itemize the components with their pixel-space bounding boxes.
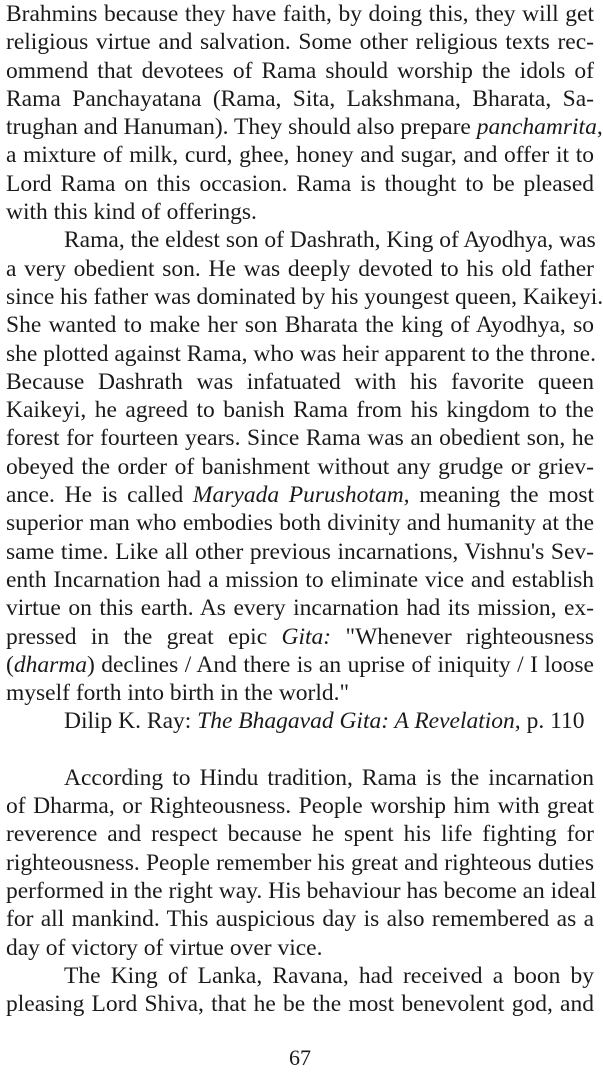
- text-line: pleasing Lord Shiva, that he be the most benevolent god, and: [6, 991, 594, 1018]
- text-line: religious virtue and salvation. Some other religious texts rec-: [6, 29, 594, 56]
- paragraph-2: [6, 226, 603, 707]
- citation-title: The Bhagavad Gita: A Revelation,: [197, 708, 521, 735]
- citation: [6, 707, 594, 735]
- text-line: She wanted to make her son Bharata the king of Ayodhya, so: [6, 312, 594, 339]
- text-line: Brahmins because they have faith, by doing this, they will get: [6, 1, 594, 27]
- text-line: same time. Like all other previous incarnations, Vishnu's Sev-: [6, 538, 594, 565]
- text-line: of Dharma, or Righteousness. People worship him with great: [6, 793, 594, 820]
- text-line: enth Incarnation had a mission to eliminate vice and establish: [6, 566, 594, 593]
- text-line: for all mankind. This auspicious day is also remembered as a: [6, 906, 594, 933]
- text-line: a very obedient son. He was deeply devoted to his old father: [6, 255, 594, 282]
- text-line: pressed in the great epic Gita: "Whenever righteousness: [6, 623, 594, 650]
- text-line-with-italic: [6, 113, 603, 141]
- text-line: trughan and Hanuman). They should also prepare panchamrita,: [6, 114, 603, 141]
- text-line: performed in the right way. His behaviour has become an ideal: [6, 877, 597, 904]
- citation-page: p. 110: [520, 708, 585, 735]
- italic-term: Maryada Purushotam,: [192, 482, 410, 509]
- text-line: Rama Panchayatana (Rama, Sita, Lakshmana, Bharata, Sa-: [6, 85, 594, 112]
- italic-term: dharma: [13, 651, 87, 678]
- text-line: Because Dashrath was infatuated with his favorite queen: [6, 368, 594, 395]
- text-line: myself forth into birth in the world.": [6, 680, 350, 707]
- italic-term: Gita:: [281, 623, 332, 650]
- text-line: ommend that devotees of Rama should worship the idols of: [6, 57, 594, 84]
- paragraph-1: [6, 0, 603, 226]
- section-gap: [6, 736, 594, 764]
- text-line: righteousness. People remember his great and righteous duties: [6, 849, 594, 876]
- text-line: with this kind of offerings.: [6, 199, 257, 226]
- text-line: Lord Rama on this occasion. Rama is thought to be pleased: [6, 170, 594, 197]
- text-line: forest for fourteen years. Since Rama was an obedient son, he: [6, 425, 594, 452]
- text-line: superior man who embodies both divinity and humanity at the: [6, 510, 594, 537]
- paragraph-3: [6, 764, 597, 962]
- text-line: The King of Lanka, Ravana, had received a boon by: [64, 962, 594, 989]
- italic-term: panchamrita: [476, 114, 597, 141]
- text-line: since his father was dominated by his youngest queen, Kaikeyi.: [6, 283, 603, 310]
- text-line: Rama, the eldest son of Dashrath, King of Ayodhya, was: [64, 227, 596, 254]
- paragraph-4: [6, 962, 594, 1019]
- page-number: 67: [289, 1045, 311, 1070]
- text-line: Kaikeyi, he agreed to banish Rama from his kingdom to the: [6, 397, 594, 424]
- text-line: she plotted against Rama, who was heir apparent to the throne.: [6, 340, 596, 367]
- text-line: ance. He is called Maryada Purushotam, meaning the most: [6, 482, 595, 509]
- text-line: day of victory of virtue over vice.: [6, 934, 323, 961]
- citation-author: Dilip K. Ray:: [64, 708, 198, 735]
- text-line: a mixture of milk, curd, ghee, honey and sugar, and offer it to: [6, 142, 594, 169]
- text-line: According to Hindu tradition, Rama is the incarnation: [64, 764, 594, 791]
- text-line: (dharma) declines / And there is an uprise of iniquity / I loose: [6, 651, 594, 678]
- text-line: reverence and respect because he spent his life fighting for: [6, 821, 594, 848]
- text-line: obeyed the order of banishment without any grudge or griev-: [6, 453, 594, 480]
- text-line: virtue on this earth. As every incarnation had its mission, ex-: [6, 595, 594, 622]
